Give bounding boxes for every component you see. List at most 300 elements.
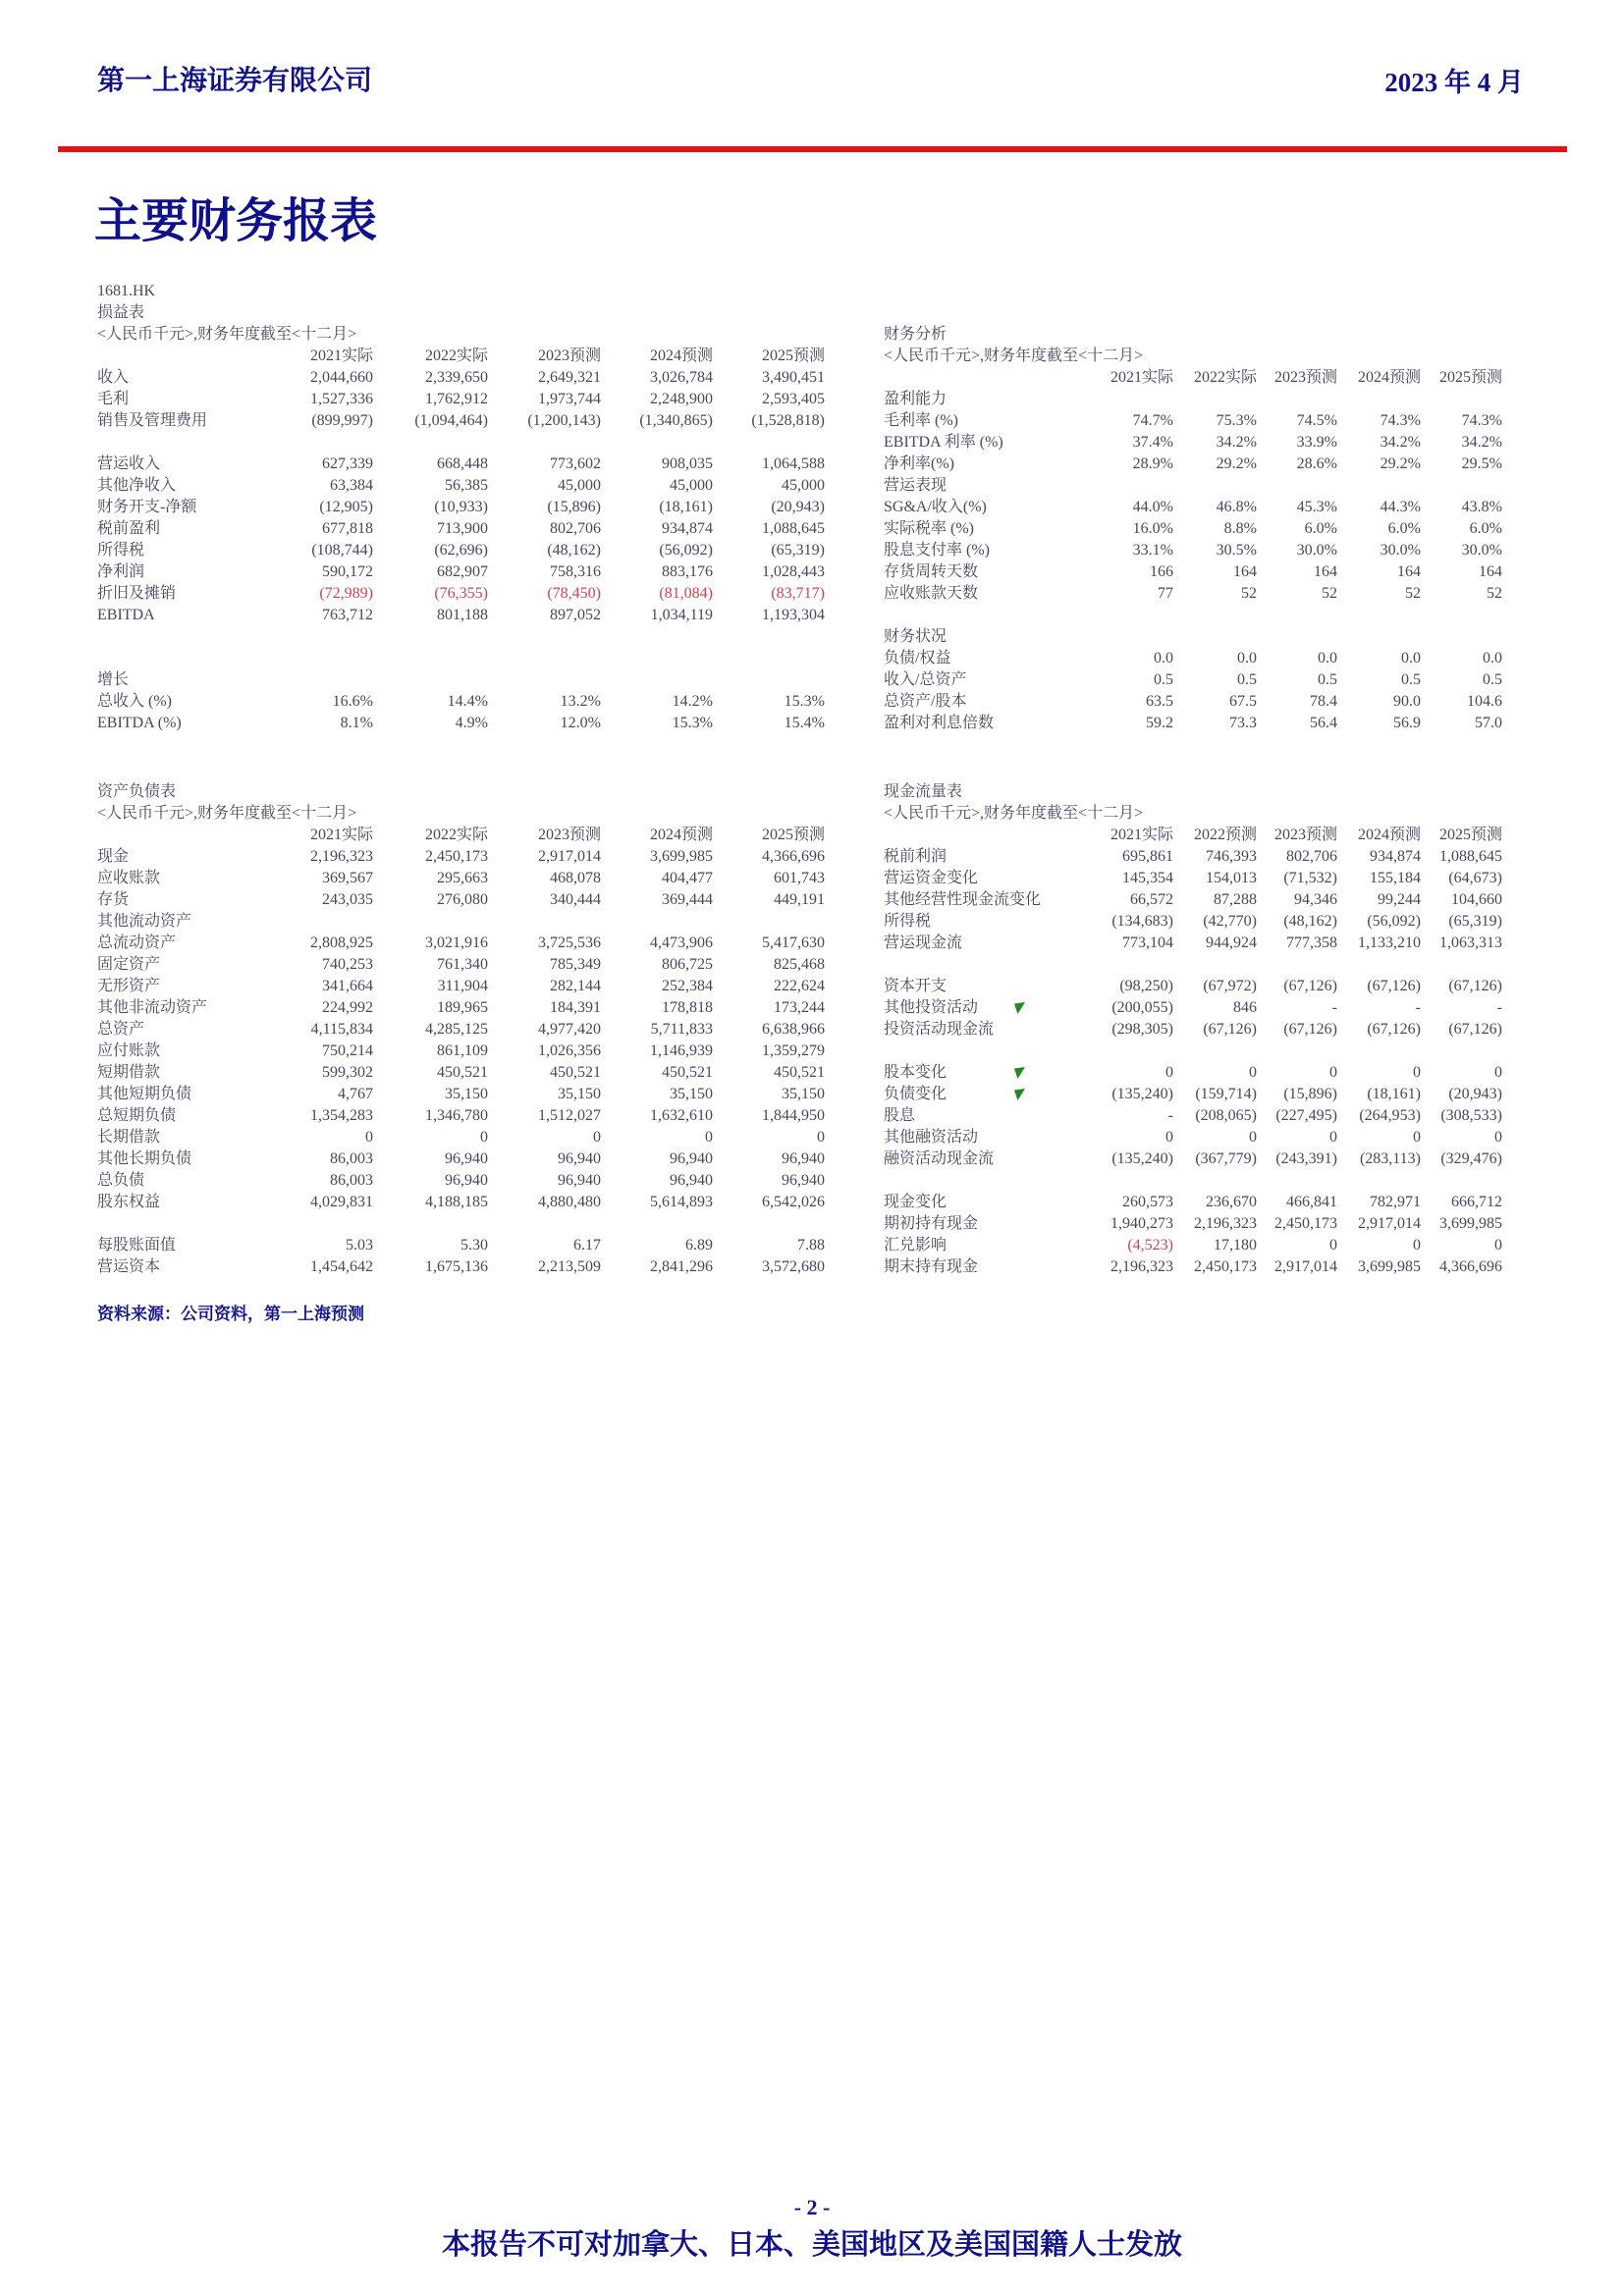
cell-value: (81,084) (659, 585, 713, 602)
cell-value: 224,992 (322, 999, 373, 1016)
cell-value: (62,696) (434, 542, 488, 559)
cell-value: 468,078 (550, 870, 601, 886)
cell-value: 96,940 (782, 1150, 825, 1167)
right-column (884, 324, 1502, 1278)
cell-value: 13.2% (560, 693, 601, 710)
table-row (97, 1170, 825, 1192)
cell-value: (64,673) (1448, 870, 1502, 886)
cell-value: 282,144 (550, 978, 601, 994)
table-row (97, 933, 825, 954)
cell-value: (298,305) (1111, 1021, 1173, 1038)
row-label: 应付账款 (97, 1042, 161, 1059)
cell-value: 773,602 (550, 455, 601, 472)
cell-value: 4,366,696 (1439, 1258, 1502, 1275)
cell-value: 164 (1397, 563, 1421, 580)
cell-value: 802,706 (550, 520, 601, 537)
income-statement-unit-note: <人民币千元>,财务年度截至<十二月> (97, 326, 357, 343)
cell-value: (78,450) (547, 585, 601, 602)
cell-value: 74.3% (1461, 412, 1502, 429)
cell-value (373, 911, 488, 933)
table-row (884, 518, 1502, 540)
cell-value: 0 (1413, 1064, 1421, 1081)
cell-value: 30.0% (1296, 542, 1337, 559)
cell-value: 1,193,304 (762, 607, 825, 623)
cell-value: 6.0% (1469, 520, 1502, 537)
cell-value: 99,244 (1378, 891, 1421, 908)
cell-value: 340,444 (550, 891, 601, 908)
cell-value: 2,339,650 (425, 369, 488, 386)
column-header: 2022实际 (424, 347, 488, 364)
row-label: EBITDA 利率 (%) (884, 434, 1003, 451)
cell-value: (243,391) (1275, 1150, 1337, 1167)
financial-analysis-unit-note: <人民币千元>,财务年度截至<十二月> (884, 347, 1144, 364)
row-label: 收入 (97, 369, 130, 386)
cell-value: 30.0% (1461, 542, 1502, 559)
row-label: 营运资金变化 (884, 870, 979, 886)
financial-analysis-title: 财务分析 (884, 326, 947, 343)
table-row (97, 367, 825, 389)
cell-value: 861,109 (437, 1042, 488, 1059)
cell-value: 1,346,780 (425, 1107, 488, 1124)
cell-value: (264,953) (1359, 1107, 1421, 1124)
row-label: 应收账款天数 (884, 585, 979, 602)
cell-value (264, 911, 373, 933)
row-label: 收入/总资产 (884, 671, 967, 688)
balance-sheet-title: 资产负债表 (97, 783, 177, 800)
table-row (884, 1235, 1502, 1256)
cell-value: 450,521 (550, 1064, 601, 1081)
cell-value: (42,770) (1203, 913, 1257, 930)
header-divider-rule (58, 146, 1567, 152)
cell-value: (159,714) (1195, 1086, 1257, 1102)
cash-flow-title: 现金流量表 (884, 783, 963, 800)
row-label: 股东权益 (97, 1194, 161, 1210)
cell-value: 28.9% (1132, 455, 1173, 472)
cell-value: 4,880,480 (538, 1194, 601, 1210)
cell-value: (135,240) (1111, 1086, 1173, 1102)
table-row (97, 475, 825, 497)
column-header-row (97, 825, 825, 846)
balance-sheet-table (97, 825, 825, 1278)
row-label: EBITDA (%) (97, 715, 182, 731)
cell-value: 2,196,323 (1194, 1215, 1257, 1232)
cell-value: 4,473,906 (650, 934, 713, 951)
cell-value: (899,997) (311, 412, 373, 429)
row-label: 实际税率 (%) (884, 520, 974, 537)
table-row (884, 1256, 1502, 1278)
cell-value: 1,088,645 (762, 520, 825, 537)
cell-value: 713,900 (437, 520, 488, 537)
row-label: 投资活动现金流 (884, 1021, 995, 1038)
cell-value: 782,971 (1370, 1194, 1421, 1210)
table-row (97, 889, 825, 911)
table-row (97, 410, 825, 432)
row-label: 现金 (97, 848, 130, 865)
left-column (97, 281, 825, 1324)
spacer-row (884, 1041, 1502, 1062)
cell-value: (135,240) (1111, 1150, 1173, 1167)
cell-value: 12.0% (560, 715, 601, 731)
row-label: 汇兑影响 (884, 1237, 947, 1254)
company-name: 第一上海证券有限公司 (97, 66, 373, 96)
cell-value (1173, 475, 1257, 497)
cell-value: 0 (817, 1129, 825, 1146)
cell-value: 0.0 (1318, 650, 1337, 667)
cell-value: (72,989) (319, 585, 373, 602)
row-label: 折旧及摊销 (97, 585, 177, 602)
row-label: 总收入 (%) (97, 693, 172, 710)
row-label: 营运资本 (97, 1258, 161, 1275)
cell-value (1041, 475, 1173, 497)
table-row (97, 1148, 825, 1170)
green-flag-icon (1014, 1067, 1025, 1079)
table-row (97, 561, 825, 583)
cell-value: 883,176 (662, 563, 713, 580)
cell-value: 806,725 (662, 956, 713, 973)
cell-value (1257, 389, 1337, 410)
cell-value (488, 911, 601, 933)
cell-value (1337, 475, 1421, 497)
cell-value: (67,972) (1203, 978, 1257, 994)
table-row (884, 583, 1502, 605)
report-date: 2023 年 4 月 (1384, 68, 1524, 97)
cell-value: 236,670 (1206, 1194, 1257, 1210)
row-label: 每股账面值 (97, 1237, 177, 1254)
table-row (97, 389, 825, 410)
column-header-row (97, 346, 825, 367)
column-header: 2022实际 (1193, 369, 1257, 386)
table-row (884, 868, 1502, 889)
column-header: 2022实际 (424, 827, 488, 843)
table-row (884, 933, 1502, 954)
cell-value: 0.5 (1237, 671, 1257, 688)
cell-value: (65,319) (1448, 913, 1502, 930)
row-label: 总短期负债 (97, 1107, 177, 1124)
cell-value: 96,940 (445, 1172, 488, 1189)
row-label: 无形资产 (97, 978, 161, 994)
cell-value: 934,874 (1370, 848, 1421, 865)
cell-value: 846 (1233, 999, 1257, 1016)
cell-value (1173, 626, 1257, 648)
column-header: 2021实际 (309, 827, 373, 843)
cell-value: (65,319) (771, 542, 825, 559)
cell-value: (283,113) (1359, 1150, 1421, 1167)
cell-value: (67,126) (1367, 978, 1421, 994)
cell-value: 2,808,925 (310, 934, 373, 951)
cell-value: (18,161) (1367, 1086, 1421, 1102)
cell-value: 785,349 (550, 956, 601, 973)
cell-value: 33.1% (1132, 542, 1173, 559)
row-label: 毛利 (97, 391, 130, 407)
cell-value: 1,940,273 (1110, 1215, 1173, 1232)
row-label: 总资产/股本 (884, 693, 967, 710)
cell-value: 63,384 (330, 477, 373, 494)
cell-value (1041, 389, 1173, 410)
cell-value: 164 (1479, 563, 1502, 580)
cell-value: 369,444 (662, 891, 713, 908)
cell-value: (20,943) (771, 499, 825, 515)
table-row (97, 518, 825, 540)
cell-value: 52 (1487, 585, 1502, 602)
cell-value: 590,172 (322, 563, 373, 580)
row-label: 资本开支 (884, 978, 947, 994)
cell-value: 682,907 (437, 563, 488, 580)
cell-value: 14.2% (672, 693, 713, 710)
cell-value: 154,013 (1206, 870, 1257, 886)
row-label: SG&A/收入(%) (884, 499, 987, 515)
cell-value: (67,126) (1448, 978, 1502, 994)
cell-value: 908,035 (662, 455, 713, 472)
income-statement-table (97, 346, 825, 626)
cell-value: (20,943) (1448, 1086, 1502, 1102)
cell-value: 3,021,916 (425, 934, 488, 951)
cell-value: 0 (1494, 1064, 1502, 1081)
cell-value: 5,711,833 (650, 1021, 713, 1038)
cell-value: 802,706 (1286, 848, 1337, 865)
cell-value (1421, 626, 1502, 648)
cell-value: 2,841,296 (650, 1258, 713, 1275)
cell-value: 184,391 (550, 999, 601, 1016)
cell-value: 897,052 (550, 607, 601, 623)
cell-value: 0 (1329, 1237, 1337, 1254)
cell-value: 5,417,630 (762, 934, 825, 951)
cell-value: 73.3 (1229, 715, 1257, 731)
cell-value: 29.2% (1216, 455, 1257, 472)
row-label: 其他流动资产 (97, 913, 192, 930)
cell-value: (15,896) (1283, 1086, 1337, 1102)
cell-value: 34.2% (1380, 434, 1421, 451)
cell-value: 601,743 (774, 870, 825, 886)
column-header-row (884, 825, 1502, 846)
cell-value: 0 (1165, 1129, 1173, 1146)
cell-value: 46.8% (1216, 499, 1257, 515)
table-row (884, 1127, 1502, 1148)
cell-value: 934,874 (662, 520, 713, 537)
row-label: 总负债 (97, 1172, 145, 1189)
row-label: 其他短期负债 (97, 1086, 192, 1102)
cell-value: 4,029,831 (310, 1194, 373, 1210)
column-header-spacer (97, 825, 264, 846)
cell-value: (67,126) (1283, 1021, 1337, 1038)
cell-value (1041, 626, 1173, 648)
cell-value: (308,533) (1440, 1107, 1502, 1124)
table-row (884, 561, 1502, 583)
cell-value: (76,355) (434, 585, 488, 602)
cell-value: 34.2% (1216, 434, 1257, 451)
cell-value: (71,532) (1283, 870, 1337, 886)
column-header-spacer (97, 346, 264, 367)
green-flag-icon (1014, 1089, 1025, 1100)
cell-value: 801,188 (437, 607, 488, 623)
cell-value: 6,542,026 (762, 1194, 825, 1210)
table-row (884, 976, 1502, 997)
cell-value: 66,572 (1130, 891, 1173, 908)
cell-value: 86,003 (330, 1150, 373, 1167)
cell-value: 44.0% (1132, 499, 1173, 515)
cell-value: 145,354 (1122, 870, 1173, 886)
cell-value: 52 (1322, 585, 1337, 602)
cell-value: 599,302 (322, 1064, 373, 1081)
table-row (884, 889, 1502, 911)
cell-value: 0.0 (1401, 650, 1421, 667)
cell-value: 4,977,420 (538, 1021, 601, 1038)
cell-value: (56,092) (1367, 913, 1421, 930)
row-label: 应收账款 (97, 870, 161, 886)
cell-value: 2,450,173 (1274, 1215, 1337, 1232)
cell-value: - (1167, 1107, 1173, 1124)
cell-value: 750,214 (322, 1042, 373, 1059)
cell-value: 56,385 (445, 477, 488, 494)
row-label: 财务开支-净额 (97, 499, 197, 515)
cell-value: 2,450,173 (425, 848, 488, 865)
column-header: 2022预测 (1193, 827, 1257, 843)
cell-value: 96,940 (558, 1172, 601, 1189)
row-label: 现金变化 (884, 1194, 947, 1210)
cell-value: 6.17 (573, 1237, 601, 1254)
cell-value: 0 (365, 1129, 373, 1146)
column-header: 2024预测 (649, 827, 713, 843)
cell-value: (208,065) (1195, 1107, 1257, 1124)
cell-value: 449,191 (774, 891, 825, 908)
table-row (884, 997, 1502, 1019)
cell-value: 14.4% (447, 693, 488, 710)
cell-value: 45.3% (1296, 499, 1337, 515)
column-header: 2023预测 (1273, 369, 1337, 386)
cell-value: (134,683) (1111, 913, 1173, 930)
cell-value: 3,490,451 (762, 369, 825, 386)
cell-value: 2,649,321 (538, 369, 601, 386)
table-row (97, 1019, 825, 1041)
cell-value: (15,896) (547, 499, 601, 515)
row-label: EBITDA (97, 607, 155, 623)
column-header-row (884, 367, 1502, 389)
cell-value: 740,253 (322, 956, 373, 973)
cell-value: 1,063,313 (1439, 934, 1502, 951)
cell-value: 1,844,950 (762, 1107, 825, 1124)
spacer-row (884, 605, 1502, 626)
table-row (884, 497, 1502, 518)
table-row (97, 691, 825, 713)
row-label: 负债变化 (884, 1084, 1041, 1105)
cell-value: 8.1% (340, 715, 373, 731)
cell-value: 28.6% (1296, 455, 1337, 472)
cell-value: 74.3% (1380, 412, 1421, 429)
column-header: 2025预测 (1438, 827, 1502, 843)
table-row (97, 846, 825, 868)
table-row (97, 497, 825, 518)
column-header: 2023预测 (537, 347, 601, 364)
cell-value: (67,126) (1448, 1021, 1502, 1038)
cell-value: (83,717) (771, 585, 825, 602)
cell-value: 94,346 (1294, 891, 1337, 908)
row-label: 融资活动现金流 (884, 1150, 995, 1167)
cell-value: 189,965 (437, 999, 488, 1016)
cell-value: 1,359,279 (762, 1042, 825, 1059)
row-label: 长期借款 (97, 1129, 161, 1146)
row-label: 税前盈利 (97, 520, 161, 537)
cell-value: 29.5% (1461, 455, 1502, 472)
cell-value: - (1415, 999, 1421, 1016)
table-row (97, 1062, 825, 1084)
row-label: 税前利润 (884, 848, 947, 865)
cell-value: 30.5% (1216, 542, 1257, 559)
cell-value: 74.7% (1132, 412, 1173, 429)
cell-value: 777,358 (1286, 934, 1337, 951)
cell-value: 35,150 (445, 1086, 488, 1102)
cell-value: 6.89 (685, 1237, 713, 1254)
row-label: 股息支付率 (%) (884, 542, 990, 559)
cash-flow-unit-note: <人民币千元>,财务年度截至<十二月> (884, 805, 1144, 822)
cell-value: 35,150 (782, 1086, 825, 1102)
cell-value: 6.0% (1387, 520, 1421, 537)
table-row (884, 454, 1502, 475)
cell-value: 0 (593, 1129, 601, 1146)
table-row (884, 846, 1502, 868)
cell-value: (48,162) (547, 542, 601, 559)
column-header-spacer (884, 367, 1041, 389)
cell-value: 1,026,356 (538, 1042, 601, 1059)
section-row (884, 475, 1502, 497)
cell-value: 6,638,966 (762, 1021, 825, 1038)
cell-value: 96,940 (782, 1172, 825, 1189)
cell-value: 1,632,610 (650, 1107, 713, 1124)
row-label: 期初持有现金 (884, 1215, 979, 1232)
cell-value: 627,339 (322, 455, 373, 472)
cell-value: 0 (480, 1129, 488, 1146)
table-row (97, 454, 825, 475)
row-label: 所得税 (97, 542, 145, 559)
cell-value: 0 (1494, 1237, 1502, 1254)
cell-value: 2,196,323 (310, 848, 373, 865)
cell-value: 3,699,985 (1358, 1258, 1421, 1275)
cell-value: (200,055) (1111, 999, 1173, 1016)
table-row (97, 540, 825, 561)
cell-value: 1,088,645 (1439, 848, 1502, 865)
cell-value: 2,196,323 (1110, 1258, 1173, 1275)
cell-value: 2,917,014 (538, 848, 601, 865)
cell-value: 16.6% (332, 693, 373, 710)
spacer-row (884, 954, 1502, 976)
column-header: 2021实际 (309, 347, 373, 364)
cell-value: 164 (1233, 563, 1257, 580)
table-row (97, 1084, 825, 1105)
cell-value: 3,699,985 (1439, 1215, 1502, 1232)
cell-value: 0 (1494, 1129, 1502, 1146)
cell-value: 56.4 (1310, 715, 1337, 731)
row-label: 固定资产 (97, 956, 161, 973)
cell-value: 44.3% (1380, 499, 1421, 515)
cell-value (1421, 389, 1502, 410)
cell-value: 0 (1413, 1237, 1421, 1254)
column-header: 2024预测 (649, 347, 713, 364)
cell-value: 87,288 (1214, 891, 1257, 908)
cell-value: 1,064,588 (762, 455, 825, 472)
table-row (884, 669, 1502, 691)
row-label: 盈利对利息倍数 (884, 715, 995, 731)
cell-value: - (1496, 999, 1502, 1016)
table-row (884, 540, 1502, 561)
column-header: 2025预测 (761, 827, 825, 843)
cell-value: 3,725,536 (538, 934, 601, 951)
cell-value: 0.5 (1483, 671, 1502, 688)
table-row (884, 911, 1502, 933)
cell-value (601, 911, 713, 933)
table-row (884, 691, 1502, 713)
page-number: - 2 - (793, 2195, 831, 2219)
cell-value: 0.5 (1318, 671, 1337, 688)
cell-value: 0 (1249, 1129, 1257, 1146)
cell-value: 45,000 (782, 477, 825, 494)
